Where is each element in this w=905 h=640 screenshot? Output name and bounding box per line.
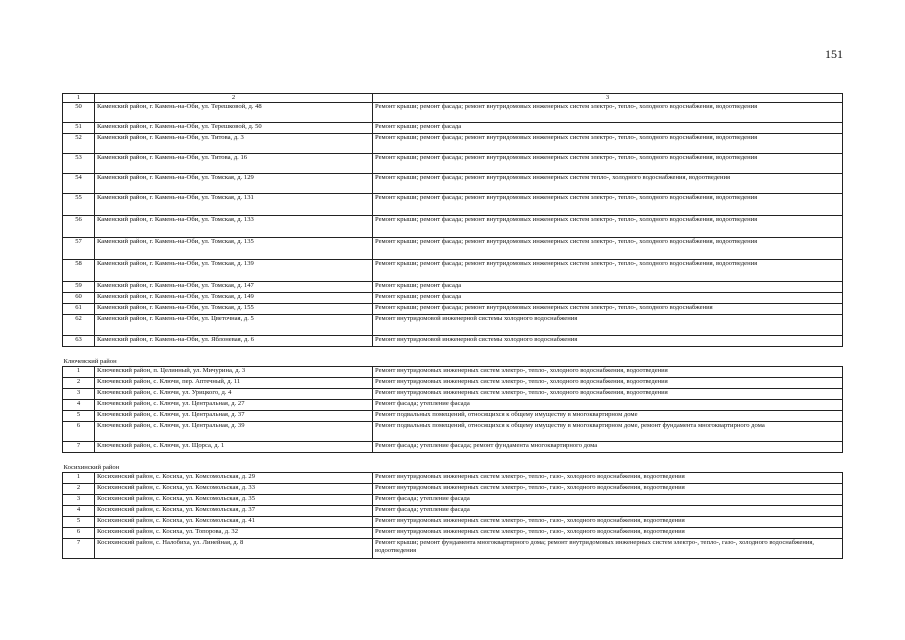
row-address: Косихинский район, с. Косиха, ул. Комсомольская, д. 37 [95,506,373,517]
header-col-3: 3 [373,94,843,103]
row-number: 61 [63,304,95,315]
section-heading-kosikha-row [63,453,843,473]
row-number: 52 [63,134,95,154]
table-row [63,134,843,154]
row-number: 55 [63,194,95,216]
table-row [63,411,843,422]
row-address: Косихинский район, с. Косиха, ул. Топорова, д. 32 [95,528,373,539]
row-work: Ремонт фасада; утепление фасада [373,495,843,506]
row-work: Ремонт крыши; ремонт фасада; ремонт внутридомовых инженерных систем электро-, тепло-, холодного водоснабжения, водоотведения [373,154,843,174]
row-work: Ремонт крыши; ремонт фасада [373,293,843,304]
table-row [63,484,843,495]
row-address: Каменский район, г. Камень-на-Оби, ул. Терешковой, д. 50 [95,123,373,134]
row-number: 5 [63,517,95,528]
row-work: Ремонт внутридомовых инженерных систем электро-, тепло-, газо-, холодного водоснабжения, водоотведения [373,484,843,495]
row-work: Ремонт подвальных помещений, относящихся к общему имуществу в многоквартирном доме [373,411,843,422]
row-address: Косихинский район, с. Косиха, ул. Комсомольская, д. 33 [95,484,373,495]
row-address: Каменский район, г. Камень-на-Оби, ул. Томская, д. 133 [95,216,373,238]
row-address: Косихинский район, с. Косиха, ул. Комсомольская, д. 35 [95,495,373,506]
row-address: Каменский район, г. Камень-на-Оби, ул. Титова, д. 3 [95,134,373,154]
row-address: Ключевский район, с. Ключи, ул. Центральная, д. 37 [95,411,373,422]
row-address: Ключевский район, п. Целинный, ул. Мичурина, д. 3 [95,367,373,378]
table-row [63,336,843,347]
row-number: 63 [63,336,95,347]
table-row [63,495,843,506]
row-address: Ключевский район, с. Ключи, ул. Центральная, д. 27 [95,400,373,411]
repair-table [62,93,843,559]
row-work: Ремонт внутридомовых инженерных систем электро-, тепло-, газо-, холодного водоснабжения, водоотведения [373,517,843,528]
row-number: 54 [63,174,95,194]
row-work: Ремонт внутридомовых инженерных систем электро-, тепло-, холодного водоснабжения, водоотведения [373,389,843,400]
row-number: 62 [63,315,95,336]
table-row [63,103,843,123]
table-row [63,442,843,453]
row-work: Ремонт подвальных помещений, относящихся к общему имуществу в многоквартирном доме, ремонт фундамента многоквартирного дома [373,422,843,442]
row-number: 56 [63,216,95,238]
table-row [63,304,843,315]
table-row [63,216,843,238]
row-work: Ремонт внутридомовой инженерной системы холодного водоснабжения [373,336,843,347]
row-number: 60 [63,293,95,304]
row-number: 1 [63,367,95,378]
row-address: Каменский район, г. Камень-на-Оби, ул. Томская, д. 131 [95,194,373,216]
table-row [63,506,843,517]
row-work: Ремонт фасада; утепление фасада [373,400,843,411]
row-work: Ремонт крыши; ремонт фасада; ремонт внутридомовых инженерных систем электро-, тепло-, холодного водоснабжения, водоотведения [373,103,843,123]
table-row [63,174,843,194]
table-row [63,389,843,400]
table-row [63,367,843,378]
row-work: Ремонт фасада; утепление фасада; ремонт фундамента многоквартирного дома [373,442,843,453]
row-number: 6 [63,528,95,539]
row-number: 4 [63,400,95,411]
row-number: 3 [63,495,95,506]
table-row [63,473,843,484]
row-address: Ключевский район, с. Ключи, ул. Щорса, д. 1 [95,442,373,453]
row-address: Ключевский район, с. Ключи, ул. Урицкого, д. 4 [95,389,373,400]
row-work: Ремонт крыши; ремонт фасада; ремонт внутридомовых инженерных систем электро-, тепло-, холодного водоснабжения, водоотведения [373,194,843,216]
row-address: Каменский район, г. Камень-на-Оби, ул. Томская, д. 135 [95,238,373,260]
table-row [63,154,843,174]
row-number: 7 [63,442,95,453]
row-work: Ремонт крыши; ремонт фасада; ремонт внутридомовых инженерных систем электро-, тепло-, холодного водоснабжения, водоотведения [373,216,843,238]
row-address: Ключевский район, с. Ключи, пер. Аптечный, д. 11 [95,378,373,389]
row-address: Каменский район, г. Камень-на-Оби, ул. Титова, д. 16 [95,154,373,174]
table-row [63,282,843,293]
row-address: Каменский район, г. Камень-на-Оби, ул. Томская, д. 129 [95,174,373,194]
section-heading-kluchi-row [63,347,843,367]
row-work: Ремонт крыши; ремонт фундамента многоквартирного дома; ремонт внутридомовых инженерных систем электро-, тепло-, газо-, холодного водоснабжения, водоотведения [373,539,843,559]
row-address: Ключевский район, с. Ключи, ул. Центральная, д. 39 [95,422,373,442]
table-row [63,539,843,559]
table-body [63,94,843,559]
row-work: Ремонт крыши; ремонт фасада; ремонт внутридомовых инженерных систем тепло-, холодного водоснабжения, водоотведения [373,174,843,194]
row-work: Ремонт крыши; ремонт фасада; ремонт внутридомовых инженерных систем электро-, тепло-, холодного водоснабжения, водоотведения [373,238,843,260]
header-col-1: 1 [63,94,95,103]
row-number: 50 [63,103,95,123]
row-work: Ремонт внутридомовых инженерных систем электро-, тепло-, холодного водоснабжения, водоотведения [373,367,843,378]
row-number: 4 [63,506,95,517]
section-heading-kosikha: Косихинский район [63,453,843,473]
row-work: Ремонт крыши; ремонт фасада [373,123,843,134]
table-row [63,400,843,411]
row-address: Каменский район, г. Камень-на-Оби, ул. Терешковой, д. 48 [95,103,373,123]
table-row [63,194,843,216]
section-heading-kluchi: Ключевский район [63,347,843,367]
row-address: Косихинский район, с. Косиха, ул. Комсомольская, д. 29 [95,473,373,484]
row-address: Косихинский район, с. Косиха, ул. Комсомольская, д. 41 [95,517,373,528]
table-row [63,422,843,442]
table-row [63,517,843,528]
table-row [63,528,843,539]
row-work: Ремонт крыши; ремонт фасада; ремонт внутридомовых инженерных систем электро-, тепло-, холодного водоснабжения, водоотведения [373,134,843,154]
row-number: 51 [63,123,95,134]
row-address: Каменский район, г. Камень-на-Оби, ул. Томская, д. 149 [95,293,373,304]
row-number: 53 [63,154,95,174]
table-row [63,238,843,260]
row-work: Ремонт крыши; ремонт фасада [373,282,843,293]
row-work: Ремонт фасада; утепление фасада [373,506,843,517]
header-col-2: 2 [95,94,373,103]
header-row [63,94,843,103]
row-number: 57 [63,238,95,260]
row-work: Ремонт крыши; ремонт фасада; ремонт внутридомовых инженерных систем электро-, тепло-, холодного водоснабжения, водоотведения [373,260,843,282]
row-number: 3 [63,389,95,400]
row-address: Каменский район, г. Камень-на-Оби, ул. Яблоневая, д. 6 [95,336,373,347]
row-work: Ремонт крыши; ремонт фасада; ремонт внутридомовых инженерных систем электро-, тепло-, холодного водоснабжения [373,304,843,315]
table-row [63,315,843,336]
row-number: 7 [63,539,95,559]
row-number: 1 [63,473,95,484]
page-number: 151 [825,47,843,61]
row-number: 59 [63,282,95,293]
row-address: Косихинский район, с. Налобиха, ул. Линейная, д. 8 [95,539,373,559]
row-work: Ремонт внутридомовых инженерных систем электро-, тепло-, газо-, холодного водоснабжения, водоотведения [373,473,843,484]
row-work: Ремонт внутридомовых инженерных систем электро-, тепло-, газо-, холодного водоснабжения, водоотведения [373,528,843,539]
row-number: 5 [63,411,95,422]
table-row [63,293,843,304]
row-number: 2 [63,484,95,495]
row-number: 2 [63,378,95,389]
table-row [63,123,843,134]
row-address: Каменский район, г. Камень-на-Оби, ул. Томская, д. 155 [95,304,373,315]
row-number: 58 [63,260,95,282]
table-row [63,260,843,282]
row-address: Каменский район, г. Камень-на-Оби, ул. Цветочная, д. 5 [95,315,373,336]
table-row [63,378,843,389]
row-number: 6 [63,422,95,442]
row-address: Каменский район, г. Камень-на-Оби, ул. Томская, д. 147 [95,282,373,293]
row-work: Ремонт внутридомовой инженерной системы холодного водоснабжения [373,315,843,336]
row-work: Ремонт внутридомовых инженерных систем электро-, тепло-, холодного водоснабжения, водоотведения [373,378,843,389]
row-address: Каменский район, г. Камень-на-Оби, ул. Томская, д. 139 [95,260,373,282]
